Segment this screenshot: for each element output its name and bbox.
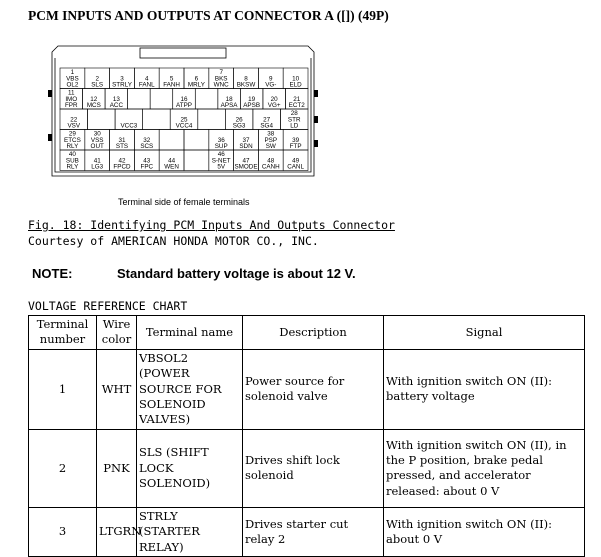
connector-terminal-3 bbox=[110, 68, 135, 89]
connector-terminal-31 bbox=[110, 130, 135, 151]
connector-terminal-1 bbox=[60, 68, 85, 89]
terminal-signal-label: BKS bbox=[214, 75, 228, 83]
connector-terminal-38 bbox=[258, 130, 283, 151]
connector-terminal-32 bbox=[134, 130, 159, 151]
terminal-number-label: 37 bbox=[242, 136, 250, 144]
note-label: NOTE: bbox=[32, 266, 73, 281]
terminal-number-label: 44 bbox=[168, 157, 176, 165]
cell-wire-color: PNK bbox=[97, 429, 137, 507]
connector-terminal-46 bbox=[209, 150, 234, 171]
connector-terminal-blank bbox=[143, 109, 171, 130]
terminal-signal-label: SDN bbox=[239, 143, 253, 150]
connector-terminal-42 bbox=[110, 150, 135, 171]
cell-description: Power source for solenoid valve bbox=[243, 349, 384, 429]
terminal-number-label: 22 bbox=[70, 116, 78, 124]
col-header-terminal-name: Terminal name bbox=[137, 316, 243, 350]
table-row bbox=[29, 349, 585, 429]
terminal-signal-label: ECT2 bbox=[288, 102, 305, 109]
terminal-number-label: 7 bbox=[219, 69, 223, 77]
connector-terminal-47 bbox=[234, 150, 259, 171]
terminal-signal-label: IMO bbox=[65, 95, 78, 103]
terminal-number-label: 49 bbox=[292, 157, 300, 165]
connector-terminal-7 bbox=[209, 68, 234, 89]
terminal-signal-label: VCC4 bbox=[175, 122, 193, 130]
terminal-signal-label: RLY bbox=[66, 143, 79, 150]
table-row bbox=[29, 429, 585, 507]
terminal-signal-label: STRLY bbox=[112, 81, 132, 89]
connector-terminal-blank bbox=[150, 89, 173, 110]
connector-terminal-19 bbox=[240, 89, 263, 110]
col-header-signal: Signal bbox=[384, 316, 585, 350]
terminal-signal-label: FANL bbox=[138, 81, 155, 89]
terminal-signal-label: APSA bbox=[220, 102, 238, 109]
terminal-signal-label: SLS bbox=[91, 81, 104, 89]
terminal-signal-label: FPC bbox=[140, 163, 154, 171]
terminal-signal-label: SUB bbox=[65, 157, 79, 165]
terminal-number-label: 42 bbox=[118, 157, 126, 165]
terminal-signal-label: SG3 bbox=[232, 122, 246, 130]
connector-terminal-blank bbox=[198, 109, 226, 130]
connector-terminal-36 bbox=[209, 130, 234, 151]
connector-terminal-5 bbox=[159, 68, 184, 89]
terminal-number-label: 6 bbox=[194, 75, 199, 83]
connector-terminal-21 bbox=[285, 89, 308, 110]
connector-terminal-blank bbox=[128, 89, 151, 110]
terminal-signal-label: STR bbox=[287, 116, 301, 124]
terminal-signal-label: ELD bbox=[289, 81, 302, 89]
terminal-number-label: 32 bbox=[143, 136, 151, 144]
terminal-number-label: 18 bbox=[225, 95, 233, 103]
cell-description: Drives shift lock solenoid bbox=[243, 429, 384, 507]
connector-terminal-6 bbox=[184, 68, 209, 89]
terminal-number-label: 2 bbox=[95, 75, 99, 83]
connector-terminal-49 bbox=[283, 150, 308, 171]
terminal-signal-label: CANH bbox=[261, 163, 280, 171]
connector-terminal-28 bbox=[280, 109, 308, 130]
connector-caption: Terminal side of female terminals bbox=[118, 197, 250, 207]
terminal-number-label: 19 bbox=[248, 95, 256, 103]
terminal-number-label: 3 bbox=[120, 75, 124, 83]
page-heading: PCM INPUTS AND OUTPUTS AT CONNECTOR A ([]) (49P) bbox=[28, 8, 389, 23]
terminal-signal-label: ATPP bbox=[176, 102, 192, 109]
connector-terminal-48 bbox=[258, 150, 283, 171]
connector-terminal-41 bbox=[85, 150, 110, 171]
terminal-signal-label: VG- bbox=[265, 81, 277, 89]
connector-terminal-18 bbox=[218, 89, 241, 110]
terminal-signal-label: WNC bbox=[213, 81, 229, 89]
terminal-signal-label: FPCD bbox=[113, 163, 131, 171]
terminal-number-label: 46 bbox=[217, 151, 225, 159]
terminal-signal-label: SMODE bbox=[234, 163, 258, 171]
terminal-number-label: 28 bbox=[290, 110, 298, 118]
terminal-signal-label: VSS bbox=[90, 136, 104, 144]
terminal-signal-label: SW bbox=[265, 143, 276, 150]
connector-terminal-16 bbox=[173, 89, 196, 110]
connector-terminal-39 bbox=[283, 130, 308, 151]
connector-terminal-blank bbox=[115, 109, 143, 130]
terminal-signal-label: MCS bbox=[86, 102, 101, 109]
terminal-number-label: 41 bbox=[93, 157, 101, 165]
courtesy-line: Courtesy of AMERICAN HONDA MOTOR CO., INC. bbox=[28, 234, 319, 248]
terminal-signal-label: VG+ bbox=[267, 102, 281, 109]
cell-terminal-number: 3 bbox=[29, 507, 97, 556]
terminal-signal-label: FPR bbox=[64, 102, 78, 109]
connector-terminal-13 bbox=[105, 89, 128, 110]
terminal-signal-label: RLY bbox=[66, 163, 79, 171]
connector-terminal-2 bbox=[85, 68, 110, 89]
cell-terminal-number: 2 bbox=[29, 429, 97, 507]
cell-description: Drives starter cut relay 2 bbox=[243, 507, 384, 556]
terminal-signal-label: VSV bbox=[67, 122, 81, 130]
connector-terminal-25 bbox=[170, 109, 198, 130]
col-header-description: Description bbox=[243, 316, 384, 350]
col-header-wire-color: Wire color bbox=[97, 316, 137, 350]
connector-diagram bbox=[46, 44, 322, 182]
terminal-number-label: 16 bbox=[180, 95, 188, 103]
note-text: Standard battery voltage is about 12 V. bbox=[117, 266, 356, 281]
terminal-number-label: 11 bbox=[67, 89, 75, 97]
terminal-signal-label: OL2 bbox=[66, 81, 79, 89]
cell-signal: With ignition switch ON (II): battery voltage bbox=[384, 349, 585, 429]
terminal-number-label: 13 bbox=[112, 95, 120, 103]
terminal-signal-label: BKSW bbox=[236, 81, 256, 89]
connector-outline bbox=[52, 46, 314, 176]
terminal-number-label: 8 bbox=[244, 75, 248, 83]
terminal-number-label: 43 bbox=[143, 157, 151, 165]
voltage-reference-table bbox=[28, 315, 585, 557]
terminal-signal-label: VCC3 bbox=[120, 122, 138, 130]
cell-wire-color: LTGRN bbox=[97, 507, 137, 556]
terminal-number-label: 40 bbox=[68, 151, 76, 159]
cell-wire-color: WHT bbox=[97, 349, 137, 429]
terminal-number-label: 9 bbox=[269, 75, 273, 83]
terminal-number-label: 20 bbox=[270, 95, 278, 103]
table-header-row bbox=[29, 316, 585, 350]
terminal-signal-label: ETCS bbox=[64, 136, 81, 144]
connector-terminal-40 bbox=[60, 150, 85, 171]
cell-signal: With ignition switch ON (II), in the P position, brake pedal pressed, and accelerator released: about 0 V bbox=[384, 429, 585, 507]
table-row bbox=[29, 507, 585, 556]
terminal-number-label: 39 bbox=[292, 136, 300, 144]
connector-terminal-blank bbox=[184, 150, 209, 171]
connector-terminal-44 bbox=[159, 150, 184, 171]
terminal-number-label: 4 bbox=[145, 75, 149, 83]
terminal-number-label: 1 bbox=[70, 69, 75, 77]
cell-terminal-name: VBSOL2 (POWER SOURCE FOR SOLENOID VALVES) bbox=[137, 349, 243, 429]
connector-terminal-blank bbox=[159, 130, 184, 151]
terminal-number-label: 36 bbox=[217, 136, 225, 144]
terminal-number-label: 5 bbox=[169, 75, 174, 83]
terminal-number-label: 38 bbox=[267, 130, 275, 138]
terminal-signal-label: VBS bbox=[66, 75, 79, 83]
terminal-signal-label: WEN bbox=[164, 163, 179, 171]
col-header-terminal-number: Terminal number bbox=[29, 316, 97, 350]
connector-terminal-27 bbox=[253, 109, 281, 130]
connector-terminal-20 bbox=[263, 89, 286, 110]
connector-terminal-12 bbox=[83, 89, 106, 110]
terminal-signal-label: SCS bbox=[140, 143, 154, 150]
connector-terminal-8 bbox=[234, 68, 259, 89]
terminal-signal-label: CANL bbox=[287, 163, 304, 171]
terminal-number-label: 12 bbox=[90, 95, 98, 103]
terminal-number-label: 47 bbox=[242, 157, 250, 165]
connector-terminal-4 bbox=[134, 68, 159, 89]
terminal-signal-label: MRLY bbox=[187, 81, 205, 89]
terminal-signal-label: 5V bbox=[217, 163, 226, 171]
terminal-number-label: 30 bbox=[93, 130, 101, 138]
terminal-signal-label: ACC bbox=[109, 102, 124, 109]
cell-signal: With ignition switch ON (II): about 0 V bbox=[384, 507, 585, 556]
terminal-number-label: 27 bbox=[263, 116, 271, 124]
connector-terminal-29 bbox=[60, 130, 85, 151]
terminal-number-label: 21 bbox=[293, 95, 301, 103]
cell-terminal-number: 1 bbox=[29, 349, 97, 429]
terminal-signal-label: LD bbox=[290, 122, 299, 130]
terminal-signal-label: APSB bbox=[243, 102, 261, 109]
connector-terminal-10 bbox=[283, 68, 308, 89]
terminal-number-label: 31 bbox=[118, 136, 126, 144]
terminal-signal-label: OUT bbox=[90, 143, 104, 150]
connector-terminal-9 bbox=[258, 68, 283, 89]
connector-terminal-blank bbox=[195, 89, 218, 110]
terminal-number-label: 10 bbox=[292, 75, 300, 83]
terminal-number-label: 29 bbox=[68, 130, 76, 138]
terminal-signal-label: STS bbox=[115, 143, 129, 150]
cell-terminal-name: SLS (SHIFT LOCK SOLENOID) bbox=[137, 429, 243, 507]
connector-terminal-22 bbox=[60, 109, 88, 130]
terminal-signal-label: FANH bbox=[163, 81, 180, 89]
connector-terminal-30 bbox=[85, 130, 110, 151]
terminal-number-label: 25 bbox=[180, 116, 188, 124]
voltage-chart-title: VOLTAGE REFERENCE CHART bbox=[28, 299, 188, 313]
figure-caption: Fig. 18: Identifying PCM Inputs And Outputs Connector bbox=[28, 218, 395, 232]
connector-terminal-26 bbox=[225, 109, 253, 130]
terminal-signal-label: SG4 bbox=[260, 122, 273, 130]
cell-terminal-name: STRLY (STARTER RELAY) bbox=[137, 507, 243, 556]
terminal-number-label: 26 bbox=[235, 116, 243, 124]
terminal-signal-label: S-NET bbox=[211, 157, 231, 165]
terminal-signal-label: FTP bbox=[289, 143, 302, 150]
terminal-signal-label: SUP bbox=[214, 143, 228, 150]
connector-terminal-37 bbox=[234, 130, 259, 151]
terminal-number-label: 48 bbox=[267, 157, 275, 165]
terminal-signal-label: LG3 bbox=[91, 163, 104, 171]
connector-terminal-43 bbox=[134, 150, 159, 171]
connector-terminal-blank bbox=[184, 130, 209, 151]
connector-terminal-11 bbox=[60, 89, 83, 110]
connector-terminal-blank bbox=[88, 109, 116, 130]
terminal-signal-label: PSP bbox=[264, 136, 278, 144]
